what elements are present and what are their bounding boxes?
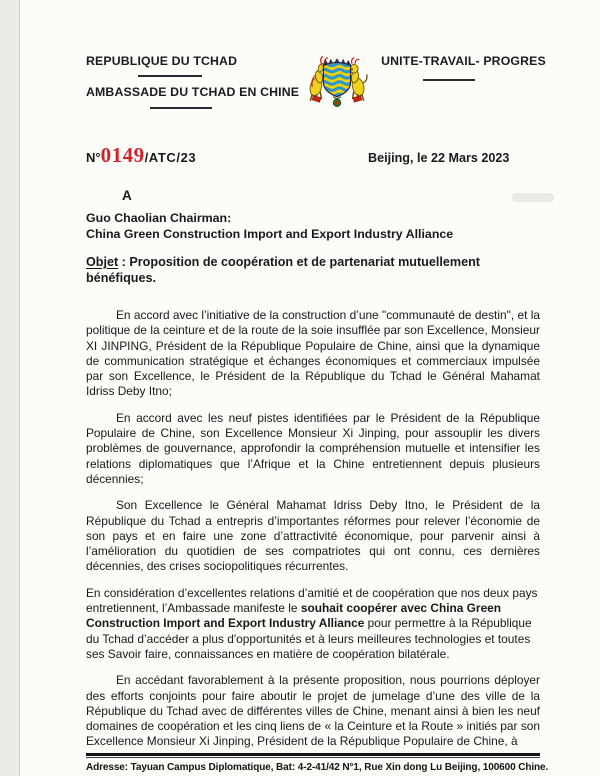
footer-rule (86, 753, 540, 756)
page-footer (86, 753, 549, 773)
reference-row (86, 143, 540, 168)
addressee-block (86, 211, 540, 242)
scanner-margin (0, 0, 20, 776)
divider-line (423, 79, 475, 81)
addressee-marker: A (122, 188, 132, 203)
letter-content (86, 54, 546, 750)
subject-line (86, 254, 534, 286)
subject-text: : Proposition de coopération et de partenariat mutuellement bénéfiques. (86, 255, 480, 285)
reference-number (86, 143, 196, 168)
letter-body (86, 308, 540, 750)
national-motto: UNITE-TRAVAIL- PROGRES (381, 54, 546, 68)
footer-address: Adresse: Tayuan Campus Diplomatique, Bat: 4-2-41/42 N°1, Rue Xin dong Lu Beijing, 100600 Chine. (86, 762, 549, 773)
dateline: Beijing, le 22 Mars 2023 (368, 151, 510, 165)
footer-rule-thin (86, 757, 540, 758)
paragraph-1: En accord avec l’initiative de la construction d’une "communauté de destin", et la politique de la ceinture et de la route de la soie insufflée par son Excellence, Monsieur XI JINPING, Président de la République Populaire de Chine, ainsi que la dynamique de communication stratégique et échanges économiques et commerciaux impulsée par son Excellence, le Président de la République du Tchad le Général Mahamat Idriss Deby Itno; (86, 308, 540, 399)
reference-suffix: /ATC/23 (144, 150, 197, 165)
letterhead-right (381, 54, 553, 81)
letter-page (20, 0, 600, 776)
paragraph-5: En accédant favorablement à la présente proposition, nous pourrions déployer des efforts conjoints pour faire aboutir le projet de jumelage d’une des ville de la République du Tchad avec de différentes villes de Chine, menant ainsi à bien les neuf domaines de coopération et les cinq liens de « la Ceinture et la Route » initiés par son Excellence Monsieur Xi Jinping, Président de la République Populaire de Chine, à (86, 673, 540, 749)
country-name: REPUBLIQUE DU TCHAD (86, 54, 238, 68)
paragraph-4: En considération d’excellentes relations d’amitié et de coopération que nos deux pays entretiennent, l’Ambassade manifeste le souhait coopérer avec China Green Construction Import and Export Industry Alliance pour permettre à la République du Tchad d’accéder a plus d'opportunités et à leurs meilleures technologies et toutes ses Savoir faire, connaissances en matière de coopération bilatérale. (86, 585, 538, 661)
paragraph-3: Son Excellence le Général Mahamat Idriss Deby Itno, le Président de la République du Tchad a entrepris d’importantes réformes pour relever l’économie de son pays et en faire une zone d’attractivité économique, pour parvenir ainsi à l’amélioration du quotidien de ses compatriotes qui ont connu, ces dernières décennies, des crises sociopolitiques récurrentes. (86, 498, 540, 574)
divider-line (138, 75, 202, 77)
reference-serial: 0149 (100, 143, 145, 167)
divider-line (150, 107, 212, 109)
chad-coat-of-arms-icon (299, 52, 375, 119)
embassy-name: AMBASSADE DU TCHAD EN CHINE (86, 85, 300, 99)
letterhead (86, 54, 546, 119)
reference-prefix: N° (86, 150, 101, 165)
highlighted-partner-name: souhait coopérer avec China Green Construction Import and Export Industry Alliance (86, 601, 502, 631)
addressee-name: Guo Chaolian Chairman: (86, 211, 232, 225)
subject-label: Objet (86, 255, 119, 269)
paragraph-2: En accord avec les neuf pistes identifiées par le Président de la République Populaire de Chine, son Excellence Monsieur Xi Jinping, pour assouplir les divers problèmes de gouvernance, approfondir la compréhension mutuelle et intensifier les relations diplomatiques que l’Afrique et la Chine entretiennent depuis plusieurs décennies; (86, 410, 540, 486)
letterhead-left (86, 54, 299, 109)
addressee-organization: China Green Construction Import and Export Industry Alliance (86, 226, 454, 241)
